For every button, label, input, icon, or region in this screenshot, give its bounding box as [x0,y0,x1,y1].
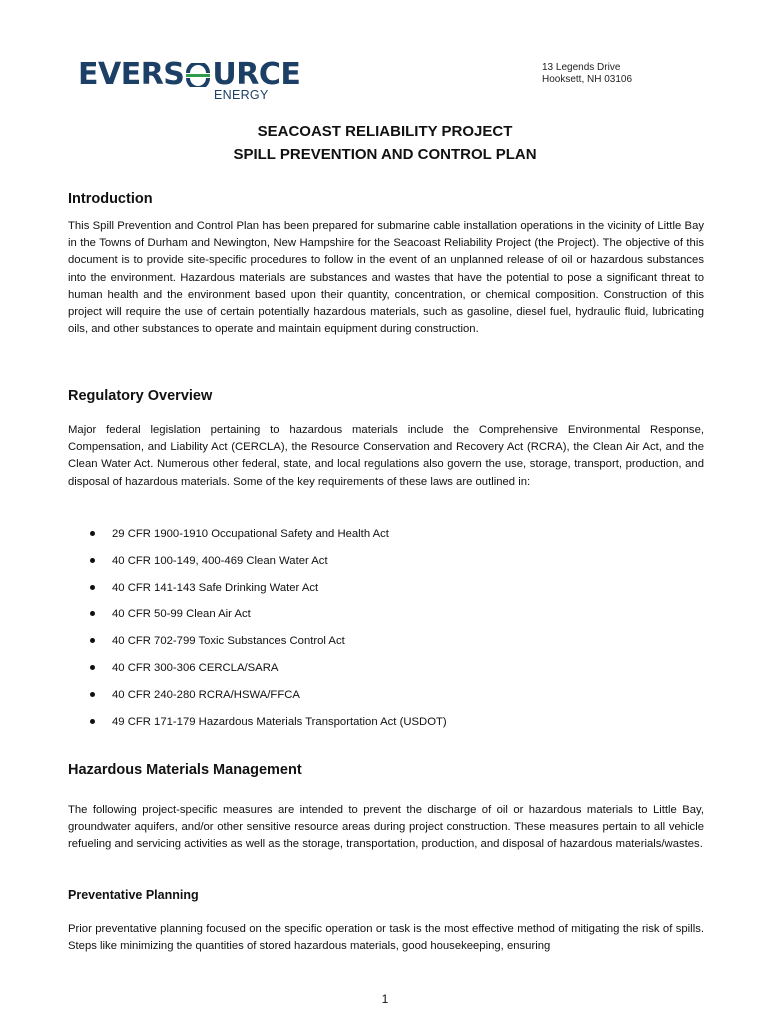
address-line-1: 13 Legends Drive [542,62,621,73]
title-line-1: SEACOAST RELIABILITY PROJECT [257,123,513,140]
logo-subtitle: ENERGY [214,88,269,102]
page-number: 1 [381,992,389,1006]
regulatory-section [68,388,704,404]
logo-text-right: URCE [212,57,301,92]
regulatory-body: Major federal legislation pertaining to hazardous materials include the Comprehensive Environmental Response, Compensation, and Liability Act (CERCLA), the Resource Conservation and Recovery Act (RCRA), the Clean Air Act, and the Clean Water Act. Numerous other federal, state, and local regulations also govern the use, storage, transport, production, and disposal of hazardous materials. Some of the key requirements of these laws are outlined in: [68,424,704,488]
introduction-section [68,191,704,207]
address-line-2: Hooksett, NH 03106 [542,74,633,85]
company-address [542,62,632,86]
list-item: 40 CFR 141-143 Safe Drinking Water Act [68,580,704,607]
bullet-icon [90,558,95,563]
hazardous-body: The following project-specific measures are intended to prevent the discharge of oil or hazardous materials to Little Bay, groundwater aquifers, and/or other sensitive resource areas during project construction. These measures pertain to all vehicle refueling and servicing activities as well as the storage, transportation, production, and disposal of hazardous materials/wastes. [68,804,704,851]
hazardous-heading: Hazardous Materials Management [68,762,302,778]
list-item: 40 CFR 50-99 Clean Air Act [68,606,704,633]
bullet-icon [90,665,95,670]
bullet-icon [90,719,95,724]
logo-text-left: EVERS [78,57,185,92]
logo-o-icon [185,63,211,87]
preventative-heading: Preventative Planning [68,888,199,902]
regulations-list-wrap [68,526,704,740]
eversource-logo [78,57,301,104]
title-line-2: SPILL PREVENTION AND CONTROL PLAN [233,146,537,163]
list-item: 49 CFR 171-179 Hazardous Materials Transportation Act (USDOT) [68,714,704,741]
introduction-heading: Introduction [68,191,153,207]
regulations-list [68,526,704,740]
list-item: 40 CFR 100-149, 400-469 Clean Water Act [68,553,704,580]
logo-wordmark [78,58,300,92]
bullet-icon [90,611,95,616]
preventative-section [68,888,704,902]
hazardous-body-wrap [68,802,704,854]
list-item: 40 CFR 702-799 Toxic Substances Control Act [68,633,704,660]
introduction-body: This Spill Prevention and Control Plan has been prepared for submarine cable installation operations in the vicinity of Little Bay in the Towns of Durham and Newington, New Hampshire for the Seacoast Reliability Project (the Project). The objective of this document is to provide site-specific procedures to follow in the event of an unplanned release of oil or hazardous substances into the environment. Hazardous materials are substances and wastes that have the potential to pose a significant threat to human health and the environment based upon their quantity, concentration, or chemical composition. Construction of this project will require the use of certain potentially hazardous materials, such as gasoline, diesel fuel, hydraulic fluid, lubricating oils, and other substances to operate and maintain equipment during construction. [68,220,704,336]
hazardous-section [68,762,704,778]
bullet-icon [90,585,95,590]
regulatory-body-wrap [68,422,704,491]
list-item: 40 CFR 240-280 RCRA/HSWA/FFCA [68,687,704,714]
introduction-body-wrap [68,218,704,338]
regulatory-heading: Regulatory Overview [68,388,213,404]
bullet-icon [90,531,95,536]
bullet-icon [90,638,95,643]
list-item: 29 CFR 1900-1910 Occupational Safety and Health Act [68,526,704,553]
list-item: 40 CFR 300-306 CERCLA/SARA [68,660,704,687]
preventative-body-wrap [68,921,704,955]
preventative-body: Prior preventative planning focused on the specific operation or task is the most effective method of mitigating the risk of spills. Steps like minimizing the quantities of stored hazardous materials, good housekeeping, ensuring [68,923,704,953]
bullet-icon [90,692,95,697]
document-title [0,120,770,166]
